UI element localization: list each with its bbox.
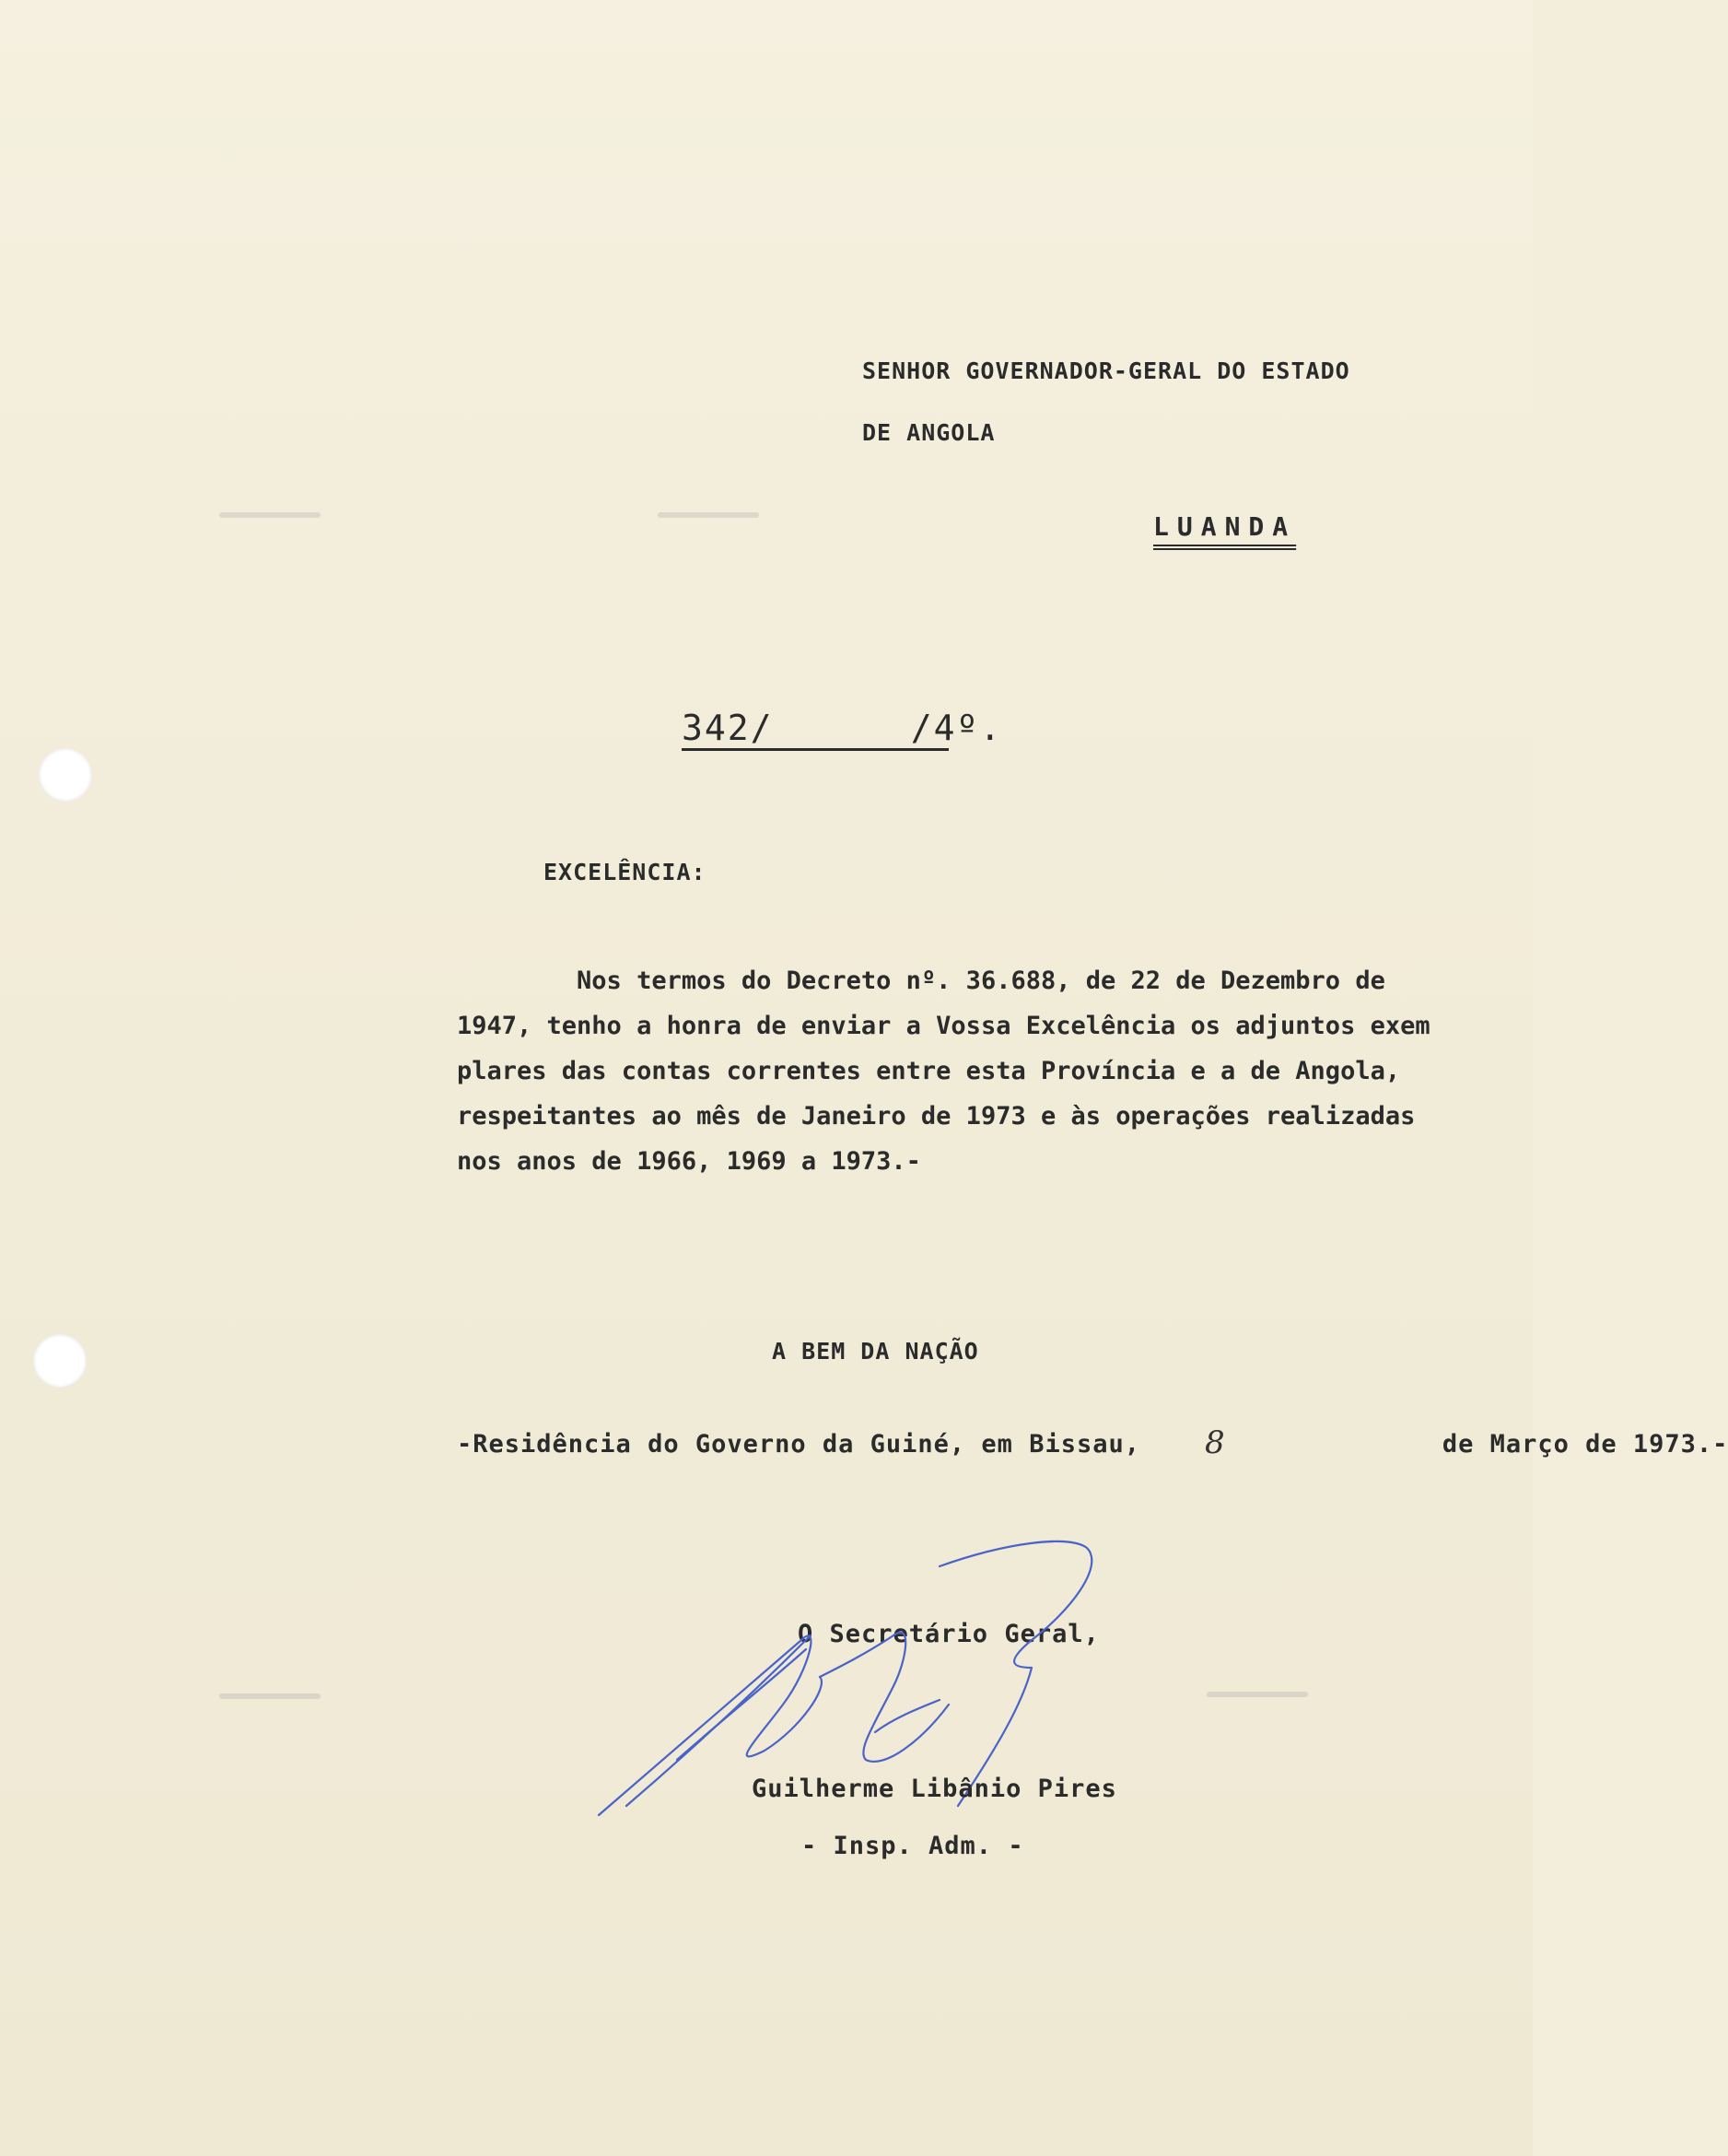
handwritten-day: 8 [1205, 1424, 1225, 1461]
addressee-line-2: DE ANGOLA [862, 419, 996, 446]
smudge-mark [219, 1693, 321, 1699]
reference-underline [682, 748, 949, 751]
letter-body [457, 958, 1498, 1184]
place-and-date [457, 1430, 1728, 1459]
signatory-title: O Secretário Geral, [798, 1620, 1100, 1648]
punch-hole [33, 1334, 87, 1388]
signatory-role: - Insp. Adm. - [801, 1832, 1024, 1860]
smudge-mark [1207, 1692, 1308, 1697]
smudge-mark [219, 512, 321, 518]
place-date-suffix: de Março de 1973.- [1442, 1430, 1728, 1459]
body-line: Nos termos do Decreto nº. 36.688, de 22 de Dezembro de [457, 967, 1385, 995]
smudge-mark [658, 512, 759, 518]
body-line: respeitantes ao mês de Janeiro de 1973 e às operações realizadas [457, 1102, 1416, 1131]
reference-number: 342/ /4º. [682, 708, 1003, 748]
body-line: plares das contas correntes entre esta Província e a de Angola, [457, 1057, 1401, 1085]
closing-formula: A BEM DA NAÇÃO [772, 1338, 979, 1365]
body-line: nos anos de 1966, 1969 a 1973.- [457, 1147, 921, 1176]
addressee-line-1: SENHOR GOVERNADOR-GERAL DO ESTADO [862, 357, 1350, 384]
body-line: 1947, tenho a honra de enviar a Vossa Excelência os adjuntos exem [457, 1012, 1430, 1040]
salutation: EXCELÊNCIA: [543, 859, 706, 885]
signatory-name: Guilherme Libânio Pires [752, 1775, 1117, 1803]
addressee-city: LUANDA [1153, 511, 1297, 542]
place-date-prefix: -Residência do Governo da Guiné, em Bissau, [457, 1430, 1140, 1459]
punch-hole [39, 748, 92, 802]
